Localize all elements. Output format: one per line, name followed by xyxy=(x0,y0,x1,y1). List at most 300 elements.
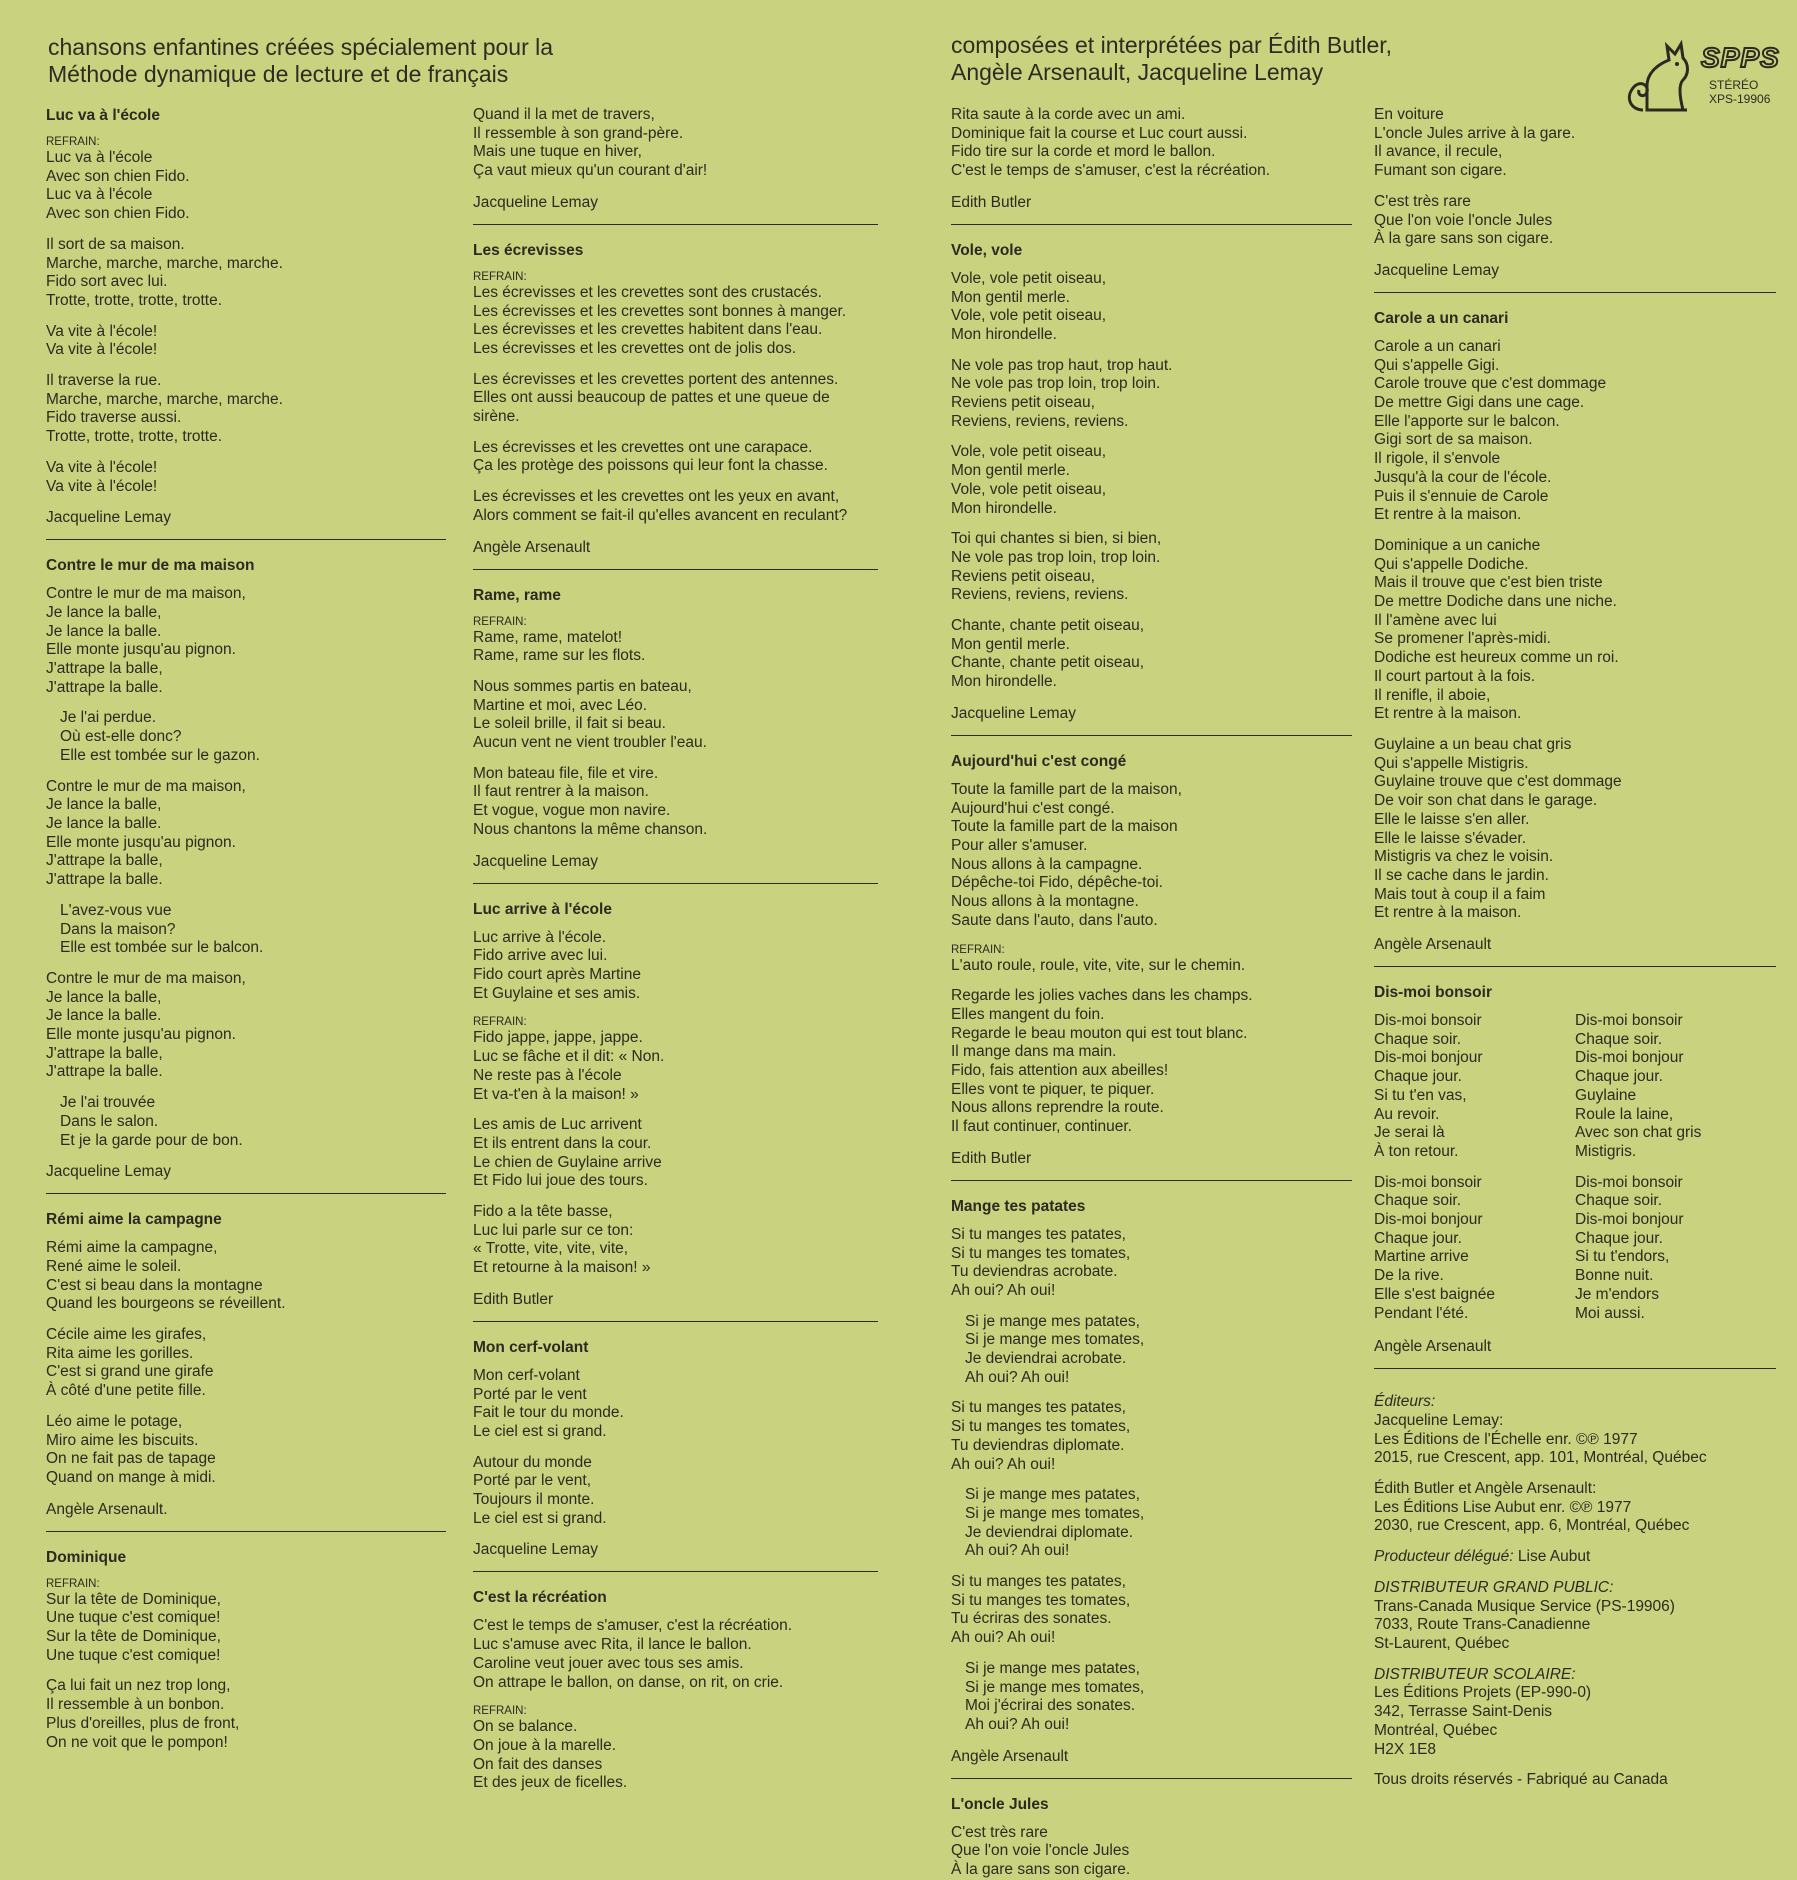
lyric-line: J'attrape la balle. xyxy=(46,1063,163,1081)
lyric-line: Tu deviendras acrobate. xyxy=(951,1263,1118,1281)
header-left-line: chansons enfantines créées spécialement pour la xyxy=(48,34,554,60)
lyric-line: Dis-moi bonjour xyxy=(1575,1049,1684,1067)
lyric-line: Il renifle, il aboie, xyxy=(1374,686,1491,704)
song-block xyxy=(473,1338,878,1573)
lyric-line: Puis il s'ennuie de Carole xyxy=(1374,487,1549,505)
lyric-line: Bonne nuit. xyxy=(1575,1267,1654,1285)
lyric-line: Mistigris. xyxy=(1575,1142,1637,1160)
lyric-line: De voir son chat dans le garage. xyxy=(1374,792,1598,810)
lyric-line: Ah oui? Ah oui! xyxy=(951,1281,1056,1299)
stanza xyxy=(473,284,878,359)
song-title: C'est la récréation xyxy=(473,1589,607,1607)
lyric-line: Dominique a un caniche xyxy=(1374,536,1541,554)
lyric-line: Si tu manges tes patates, xyxy=(951,1399,1126,1417)
lyric-line: Luc arrive à l'école. xyxy=(473,928,607,946)
song-title: L'oncle Jules xyxy=(951,1795,1049,1813)
stanza xyxy=(46,323,446,360)
lyric-line: Elle s'est baignée xyxy=(1374,1285,1496,1303)
lyric-line: Miro aime les biscuits. xyxy=(46,1431,199,1449)
lyric-line: Fido traverse aussi. xyxy=(46,409,182,427)
lyric-line: Qui s'appelle Dodiche. xyxy=(1374,555,1529,573)
lyric-line: Et Fido lui joue des tours. xyxy=(473,1172,648,1190)
lyric-line: Luc lui parle sur ce ton: xyxy=(473,1221,634,1239)
lyric-line: Moi aussi. xyxy=(1575,1304,1645,1322)
stanza xyxy=(46,902,446,958)
stanza xyxy=(46,1094,446,1150)
lyric-line: Mais il trouve que c'est bien triste xyxy=(1374,574,1603,592)
lyric-line: Si je mange mes patates, xyxy=(965,1486,1140,1504)
lyric-line: Ah oui? Ah oui! xyxy=(965,1542,1070,1560)
lyric-line: L'avez-vous vue xyxy=(60,901,172,919)
lyric-line: sirène. xyxy=(473,408,520,426)
lyric-line: Marche, marche, marche, marche. xyxy=(46,254,283,272)
refrain-label: REFRAIN: xyxy=(46,136,100,148)
refrain-label: REFRAIN: xyxy=(473,270,527,283)
lyric-line: Fido court après Martine xyxy=(473,965,641,983)
song-block xyxy=(951,1795,1352,1880)
lyric-line: Elles mangent du foin. xyxy=(951,1005,1105,1023)
refrain-label: REFRAIN: xyxy=(951,943,1005,956)
lyric-line: Il faut rentrer à la maison. xyxy=(473,783,649,801)
lyric-line: Roule la laine, xyxy=(1575,1105,1674,1123)
lyric-line: Plus d'oreilles, plus de front, xyxy=(46,1714,240,1732)
lyric-line: Chaque jour. xyxy=(1575,1068,1663,1086)
song-block xyxy=(473,241,878,570)
lyric-line: Il faut continuer, continuer. xyxy=(951,1118,1132,1136)
lyric-line: De mettre Gigi dans une cage. xyxy=(1374,394,1585,412)
lyric-line: Alors comment se fait-il qu'elles avancent en reculant? xyxy=(473,506,848,524)
lyric-line: Toujours il monte. xyxy=(473,1491,595,1509)
rights-notice: Tous droits réservés - Fabriqué au Canada xyxy=(1374,1771,1668,1789)
lyric-line: Dis-moi bonjour xyxy=(1575,1211,1684,1229)
column-3 xyxy=(951,106,1352,1879)
lyric-line: À la gare sans son cigare. xyxy=(951,1861,1131,1879)
lyric-line: Vole, vole petit oiseau, xyxy=(951,443,1107,461)
stanza xyxy=(951,1486,1352,1561)
lyric-line: Où est-elle donc? xyxy=(60,728,182,746)
lyric-line: On se balance. xyxy=(473,1718,578,1736)
lyric-line: Dans le salon. xyxy=(60,1112,159,1130)
lyric-line: Aucun vent ne vient troubler l'eau. xyxy=(473,734,707,752)
lyric-line: Je lance la balle. xyxy=(46,1007,162,1025)
lyric-line: Il traverse la rue. xyxy=(46,372,162,390)
lyric-line: Et Guylaine et ses amis. xyxy=(473,984,641,1002)
lyric-line: Chaque soir. xyxy=(1374,1030,1462,1048)
stanza xyxy=(473,629,878,666)
stanza xyxy=(473,439,878,476)
song-block xyxy=(46,1210,446,1531)
lyric-line: J'attrape la balle, xyxy=(46,1044,163,1062)
song-author: Jacqueline Lemay xyxy=(951,704,1076,722)
stanza xyxy=(473,488,878,525)
logo-stereo: STÉRÉO xyxy=(1709,78,1759,92)
lyric-line: Elles ont aussi beaucoup de pattes et une queue de xyxy=(473,389,830,407)
lyric-line: Cécile aime les girafes, xyxy=(46,1326,207,1344)
lyric-line: Les écrevisses et les crevettes ont de jolis dos. xyxy=(473,339,797,357)
lyric-line: Quand les bourgeons se réveillent. xyxy=(46,1295,286,1313)
lyric-line: Rémi aime la campagne, xyxy=(46,1239,218,1257)
lyric-line: Autour du monde xyxy=(473,1453,592,1471)
lyric-line: C'est si beau dans la montagne xyxy=(46,1276,263,1294)
lyric-line: Saute dans l'auto, dans l'auto. xyxy=(951,911,1158,929)
stanza xyxy=(1374,1174,1575,1324)
lyric-line: Les écrevisses et les crevettes habitent dans l'eau. xyxy=(473,321,823,339)
credit-line: Édith Butler et Angèle Arsenault: xyxy=(1374,1480,1597,1498)
lyric-line: Nous allons à la campagne. xyxy=(951,855,1143,873)
song-author: Angèle Arsenault xyxy=(951,1747,1069,1765)
lyric-line: Nous allons à la montagne. xyxy=(951,893,1139,911)
lyric-line: Elle l'apporte sur le balcon. xyxy=(1374,412,1560,430)
lyric-line: Mais une tuque en hiver, xyxy=(473,143,642,161)
lyric-line: Chaque jour. xyxy=(1575,1229,1663,1247)
lyric-line: Tu écriras des sonates. xyxy=(951,1610,1112,1628)
stanza xyxy=(951,530,1352,605)
lyric-line: Mon hirondelle. xyxy=(951,325,1057,343)
stanza xyxy=(951,1399,1352,1474)
lyric-line: Le soleil brille, il fait si beau. xyxy=(473,715,666,733)
lyric-line: Si je mange mes tomates, xyxy=(965,1504,1145,1522)
lyric-line: Si tu t'en vas, xyxy=(1374,1086,1467,1104)
lyric-line: Dodiche est heureux comme un roi. xyxy=(1374,649,1619,667)
lyric-line: Regarde les jolies vaches dans les champs. xyxy=(951,987,1253,1005)
lyric-line: Il avance, il recule, xyxy=(1374,143,1503,161)
lyric-line: Ah oui? Ah oui! xyxy=(965,1716,1070,1733)
lyric-line: C'est le temps de s'amuser, c'est la récréation. xyxy=(473,1617,793,1635)
lyric-line: Et vogue, vogue mon navire. xyxy=(473,802,671,820)
header-right-line: composées et interprétées par Édith Butler, xyxy=(951,32,1393,58)
lyric-line: Il sort de sa maison. xyxy=(46,235,185,253)
lyric-line: Et rentre à la maison. xyxy=(1374,904,1522,922)
lyric-line: Porté par le vent, xyxy=(473,1472,592,1490)
lyric-line: Trotte, trotte, trotte, trotte. xyxy=(46,428,223,446)
lyric-line: Elles vont te piquer, te piquer. xyxy=(951,1080,1155,1098)
song-title: Dominique xyxy=(46,1548,127,1566)
lyric-line: Mon cerf-volant xyxy=(473,1366,580,1384)
lyric-line: René aime le soleil. xyxy=(46,1257,182,1275)
song-title: Rame, rame xyxy=(473,586,561,604)
credits-editeurs xyxy=(1374,1393,1776,1468)
column-4 xyxy=(1374,106,1776,1819)
lyric-line: Porté par le vent xyxy=(473,1385,587,1403)
lyric-line: Trotte, trotte, trotte, trotte. xyxy=(46,291,223,309)
refrain-label: REFRAIN: xyxy=(473,1016,527,1029)
lyric-line: Contre le mur de ma maison, xyxy=(46,969,246,987)
refrain-label: REFRAIN: xyxy=(473,615,527,628)
lyric-line: Jusqu'à la cour de l'école. xyxy=(1374,468,1552,486)
lyric-line: Au revoir. xyxy=(1374,1105,1440,1123)
lyric-line: Que l'on voie l'oncle Jules xyxy=(1374,211,1553,229)
stanza xyxy=(46,1413,446,1488)
refrain-label: REFRAIN: xyxy=(46,1577,100,1590)
lyric-line: Le chien de Guylaine arrive xyxy=(473,1153,662,1171)
lyric-line: Et rentre à la maison. xyxy=(1374,705,1522,723)
lyric-line: Les amis de Luc arrivent xyxy=(473,1116,642,1134)
lyric-line: Ça les protège des poissons qui leur font la chasse. xyxy=(473,457,828,475)
column-1 xyxy=(46,106,446,1819)
lyric-line: On attrape le ballon, on danse, on rit, on crie. xyxy=(473,1673,784,1691)
lyric-line: Dis-moi bonsoir xyxy=(1575,1173,1683,1191)
stanza xyxy=(473,1454,878,1529)
lyric-line: Elle monte jusqu'au pignon. xyxy=(46,833,236,851)
lyric-line: Chaque jour. xyxy=(1374,1068,1462,1086)
lyric-line: Ah oui? Ah oui! xyxy=(951,1455,1056,1473)
lyric-line: C'est très rare xyxy=(1374,192,1471,210)
song-title: Rémi aime la campagne xyxy=(46,1211,222,1229)
lyric-line: Je serai là xyxy=(1374,1124,1445,1142)
song-block xyxy=(46,1548,446,1753)
stanza xyxy=(46,709,446,765)
lyric-line: Aujourd'hui c'est congé. xyxy=(951,799,1115,817)
credit-line: 7033, Route Trans-Canadienne xyxy=(1374,1616,1591,1634)
lyric-line: Dis-moi bonjour xyxy=(1374,1049,1483,1067)
lyric-line: Va vite à l'école! xyxy=(46,458,158,476)
stanza xyxy=(1374,537,1776,724)
lyric-line: Mon hirondelle. xyxy=(951,499,1057,517)
lyric-line: Je lance la balle, xyxy=(46,603,162,621)
song-block xyxy=(1374,309,1776,967)
lyric-line: Moi j'écrirai des sonates. xyxy=(965,1697,1136,1715)
lyric-line: Mais tout à coup il a faim xyxy=(1374,885,1546,903)
song-block xyxy=(1374,106,1776,293)
stanza xyxy=(1575,1174,1776,1324)
lyric-line: Guylaine trouve que c'est dommage xyxy=(1374,773,1622,791)
lyric-line: C'est très rare xyxy=(951,1823,1048,1841)
lyric-line: Luc va à l'école xyxy=(46,149,153,166)
stanza xyxy=(951,1226,1352,1301)
lyric-line: Mon gentil merle. xyxy=(951,462,1070,480)
lyric-line: Je l'ai perdue. xyxy=(60,709,157,727)
credits-distributeur-public xyxy=(1374,1579,1776,1654)
lyric-line: Toi qui chantes si bien, si bien, xyxy=(951,530,1162,548)
lyric-line: Elle monte jusqu'au pignon. xyxy=(46,641,236,659)
lyric-line: Vole, vole petit oiseau, xyxy=(951,307,1107,325)
credit-line: H2X 1E8 xyxy=(1374,1740,1437,1758)
lyric-line: Je deviendrai diplomate. xyxy=(965,1523,1134,1541)
lyric-line: Ne vole pas trop haut, trop haut. xyxy=(951,356,1173,374)
lyric-line: Si je mange mes tomates, xyxy=(965,1331,1145,1349)
lyric-line: Les écrevisses et les crevettes sont bonnes à manger. xyxy=(473,302,847,320)
lyric-line: Nous chantons la même chanson. xyxy=(473,820,708,838)
refrain-label: REFRAIN: xyxy=(473,1705,527,1718)
lyric-line: Que l'on voie l'oncle Jules xyxy=(951,1842,1130,1860)
song-title: Mon cerf-volant xyxy=(473,1338,589,1356)
lyric-line: Elle le laisse s'évader. xyxy=(1374,829,1527,847)
lyric-line: Regarde le beau mouton qui est tout blanc. xyxy=(951,1024,1248,1042)
dist-scolaire-label: DISTRIBUTEUR SCOLAIRE: xyxy=(1374,1665,1576,1683)
lyric-line: Je lance la balle, xyxy=(46,988,162,1006)
lyric-line: À ton retour. xyxy=(1374,1142,1459,1160)
lyric-line: Sur la tête de Dominique, xyxy=(46,1590,221,1608)
lyric-line: Et va-t'en à la maison! » xyxy=(473,1085,639,1103)
stanza xyxy=(473,106,878,181)
lyric-line: Rita saute à la corde avec un ami. xyxy=(951,106,1186,123)
lyric-line: Je lance la balle. xyxy=(46,622,162,640)
song-author: Edith Butler xyxy=(473,1290,554,1308)
lyric-line: On joue à la marelle. xyxy=(473,1736,617,1754)
lyric-line: Sur la tête de Dominique, xyxy=(46,1628,221,1646)
lyric-line: Je m'endors xyxy=(1575,1285,1659,1303)
stanza xyxy=(951,1313,1352,1388)
lyric-line: On fait des danses xyxy=(473,1755,603,1773)
stanza xyxy=(473,371,878,427)
stanza xyxy=(1374,338,1776,525)
lyric-line: Si je mange mes patates, xyxy=(965,1312,1140,1330)
stanza xyxy=(473,1116,878,1191)
lyric-line: Chaque soir. xyxy=(1374,1192,1462,1210)
lyric-line: Mon bateau file, file et vire. xyxy=(473,764,659,782)
song-dis-moi-bonsoir xyxy=(1374,983,1776,1369)
stanza xyxy=(46,149,446,224)
stanza xyxy=(46,236,446,311)
lyric-line: Si je mange mes tomates, xyxy=(965,1678,1145,1696)
lyric-line: Carole trouve que c'est dommage xyxy=(1374,375,1607,393)
lyric-line: Fumant son cigare. xyxy=(1374,162,1507,180)
lyric-line: Elle monte jusqu'au pignon. xyxy=(46,1026,236,1044)
lyric-line: Rame, rame, matelot! xyxy=(473,628,623,646)
dismoi-row xyxy=(1374,1174,1776,1336)
song-block xyxy=(473,586,878,884)
lyric-line: Chante, chante petit oiseau, xyxy=(951,654,1145,672)
lyric-line: Avec son chien Fido. xyxy=(46,205,190,223)
stanza xyxy=(46,585,446,697)
song-author: Jacqueline Lemay xyxy=(473,1541,598,1559)
lyric-line: Rame, rame sur les flots. xyxy=(473,647,646,665)
lyric-line: Contre le mur de ma maison, xyxy=(46,585,246,603)
song-title: Carole a un canari xyxy=(1374,309,1509,327)
stanza xyxy=(46,372,446,447)
lyric-line: Et des jeux de ficelles. xyxy=(473,1774,628,1792)
lyric-line: Si tu t'endors, xyxy=(1575,1248,1670,1266)
credit-line: Les Éditions de l'Échelle enr. ©℗ 1977 xyxy=(1374,1430,1638,1448)
lyric-line: Tu deviendras diplomate. xyxy=(951,1436,1125,1454)
stanza xyxy=(1374,736,1776,923)
stanza xyxy=(1374,193,1776,249)
lyric-line: Luc va à l'école xyxy=(46,186,153,204)
producteur-name: Lise Aubut xyxy=(1513,1548,1591,1566)
stanza xyxy=(46,1326,446,1401)
lyric-line: Qui s'appelle Mistigris. xyxy=(1374,754,1529,772)
logo-catalog-number: XPS-19906 xyxy=(1709,92,1771,106)
song-title: Luc va à l'école xyxy=(46,107,160,124)
lyric-line: Caroline veut jouer avec tous ses amis. xyxy=(473,1654,744,1672)
stanza xyxy=(1575,1012,1776,1162)
lyric-line: Si tu manges tes patates, xyxy=(951,1225,1126,1243)
lyric-line: Reviens, reviens, reviens. xyxy=(951,586,1129,604)
lyric-line: Fido, fais attention aux abeilles! xyxy=(951,1062,1169,1080)
song-title: Mange tes patates xyxy=(951,1197,1086,1215)
lyric-line: On ne voit que le pompon! xyxy=(46,1733,228,1751)
lyric-line: Rita aime les gorilles. xyxy=(46,1344,194,1362)
lyric-line: Marche, marche, marche, marche. xyxy=(46,390,283,408)
lyric-line: Chaque soir. xyxy=(1575,1192,1663,1210)
stanza xyxy=(473,1617,878,1692)
dist-public-label: DISTRIBUTEUR GRAND PUBLIC: xyxy=(1374,1578,1614,1596)
song-author: Jacqueline Lemay xyxy=(473,193,598,211)
lyric-line: De la rive. xyxy=(1374,1267,1444,1285)
lyric-line: Toute la famille part de la maison xyxy=(951,818,1178,836)
credit-line: Les Éditions Projets (EP-990-0) xyxy=(1374,1684,1592,1702)
lyric-line: Le ciel est si grand. xyxy=(473,1509,607,1527)
lyric-line: Si tu manges tes patates, xyxy=(951,1573,1126,1591)
song-block xyxy=(951,241,1352,736)
lyric-line: Ne vole pas trop loin, trop loin. xyxy=(951,375,1161,393)
header-right-line: Angèle Arsenault, Jacqueline Lemay xyxy=(951,59,1324,85)
lyric-line: Reviens petit oiseau, xyxy=(951,394,1095,412)
logo-name: SPPS xyxy=(1701,42,1780,73)
lyric-line: Dis-moi bonsoir xyxy=(1374,1012,1482,1030)
song-author: Angèle Arsenault xyxy=(473,538,591,556)
song-block xyxy=(473,106,878,225)
song-block xyxy=(951,1197,1352,1779)
credit-line: 2030, rue Crescent, app. 6, Montréal, Québec xyxy=(1374,1517,1690,1535)
song-author: Jacqueline Lemay xyxy=(46,1163,171,1181)
song-block xyxy=(46,556,446,1194)
lyric-line: Dans la maison? xyxy=(60,920,176,938)
lyric-line: Chante, chante petit oiseau, xyxy=(951,617,1145,635)
song-author: Edith Butler xyxy=(951,193,1032,211)
lyric-line: Ne reste pas à l'école xyxy=(473,1066,622,1084)
dismoi-row xyxy=(1374,1012,1776,1174)
stanza xyxy=(951,1824,1352,1880)
lyric-line: Elle est tombée sur le balcon. xyxy=(60,939,264,957)
song-author: Jacqueline Lemay xyxy=(1374,261,1499,279)
lyric-line: Luc se fâche et il dit: « Non. xyxy=(473,1048,665,1066)
lyric-line: Ça vaut mieux qu'un courant d'air! xyxy=(473,162,708,180)
lyric-line: Vole, vole petit oiseau, xyxy=(951,480,1107,498)
stanza xyxy=(46,459,446,496)
song-author: Jacqueline Lemay xyxy=(46,509,171,527)
lyric-line: « Trotte, vite, vite, vite, xyxy=(473,1240,629,1258)
stanza xyxy=(46,1677,446,1752)
lyric-line: Mon gentil merle. xyxy=(951,288,1070,306)
lyric-line: Va vite à l'école! xyxy=(46,341,158,359)
lyric-line: En voiture xyxy=(1374,106,1444,123)
lyric-line: Si tu manges tes tomates, xyxy=(951,1591,1131,1609)
credit-line: Montréal, Québec xyxy=(1374,1721,1498,1739)
lyric-line: Va vite à l'école! xyxy=(46,477,158,495)
song-title: Les écrevisses xyxy=(473,241,584,259)
lyric-line: Martine et moi, avec Léo. xyxy=(473,696,648,714)
lyric-line: Avec son chien Fido. xyxy=(46,167,190,185)
stanza xyxy=(473,1718,878,1793)
song-block xyxy=(473,1588,878,1793)
lyric-line: Si je mange mes patates, xyxy=(965,1659,1140,1677)
lyric-line: L'oncle Jules arrive à la gare. xyxy=(1374,124,1576,142)
lyric-line: Mon hirondelle. xyxy=(951,673,1057,691)
stanza xyxy=(473,1367,878,1442)
stanza xyxy=(473,678,878,753)
lyric-line: Je deviendrai acrobate. xyxy=(965,1350,1127,1368)
credit-line: 2015, rue Crescent, app. 101, Montréal, Québec xyxy=(1374,1449,1707,1467)
header-right xyxy=(951,32,1392,86)
lyric-line: Quand il la met de travers, xyxy=(473,106,655,123)
lyric-line: Toute la famille part de la maison, xyxy=(951,780,1182,798)
header-left-line: Méthode dynamique de lecture et de français xyxy=(48,61,509,87)
song-title: Aujourd'hui c'est congé xyxy=(951,752,1127,770)
lyric-line: Il court partout à la fois. xyxy=(1374,667,1536,685)
lyric-line: Dis-moi bonjour xyxy=(1374,1211,1483,1229)
lyric-line: Reviens petit oiseau, xyxy=(951,567,1095,585)
stanza xyxy=(951,270,1352,345)
lyric-line: Dis-moi bonsoir xyxy=(1374,1173,1482,1191)
lyric-line: Fido arrive avec lui. xyxy=(473,947,608,965)
stanza xyxy=(951,1573,1352,1648)
lyric-line: À côté d'une petite fille. xyxy=(46,1382,206,1400)
lyric-line: Pendant l'été. xyxy=(1374,1304,1469,1322)
song-block xyxy=(951,752,1352,1181)
lyric-line: Les écrevisses et les crevettes portent des antennes. xyxy=(473,370,839,388)
lyric-line: Une tuque c'est comique! xyxy=(46,1609,221,1627)
